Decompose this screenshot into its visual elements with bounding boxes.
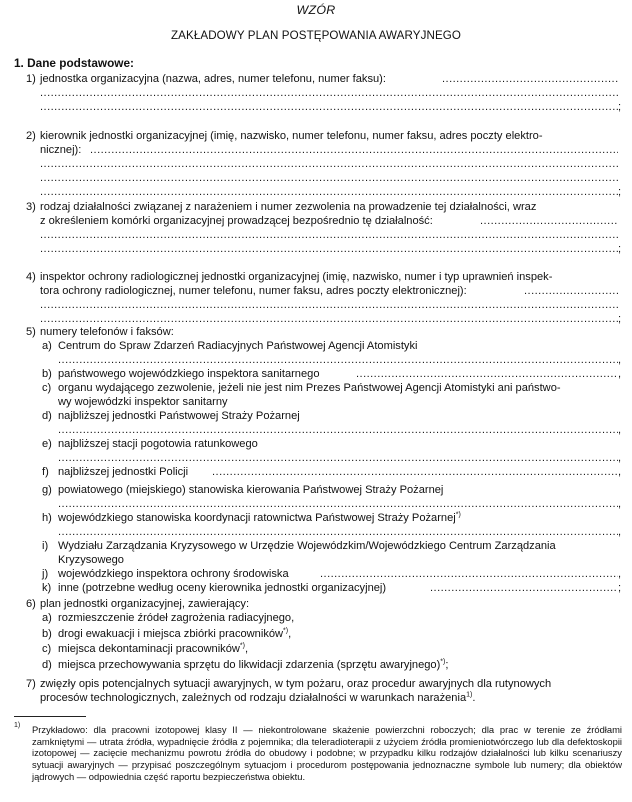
plan-entry-d: [0, 659, 632, 673]
punctuation: ,: [618, 526, 622, 538]
fill-in-field[interactable]: [40, 186, 618, 199]
phone-entry-f: [0, 466, 632, 480]
fill-in-field[interactable]: [40, 101, 618, 114]
phone-entry-c: [0, 382, 632, 396]
item-label: kierownik jednostki organizacyjnej (imię, nazwisko, numer telefonu, numer faksu, adres poczty elektro-: [40, 130, 543, 142]
entry-label: powiatowego (miejskiego) stanowiska kierowania Państwowej Straży Pożarnej: [58, 484, 444, 496]
item-4-cont: [0, 285, 632, 299]
fill-in-field[interactable]: [430, 582, 618, 595]
item-number: 4): [26, 271, 36, 283]
entry-label: organu wydającego zezwolenie, jeżeli nie jest nim Prezes Państwowej Agencji Atomistyki ani państwo-: [58, 382, 561, 394]
entry-letter: d): [42, 410, 52, 422]
item-label: zwięzły opis potencjalnych sytuacji awaryjnych, w tym pożaru, oraz procedur awaryjnych dla rutynowych: [40, 678, 552, 690]
phone-entry-d: [0, 410, 632, 424]
item-4: [0, 271, 632, 285]
entry-label: Kryzysowego: [58, 554, 124, 566]
punctuation: ;: [618, 243, 622, 255]
entry-label: najbliższej jednostki Policji: [58, 466, 189, 478]
footnote-ref: 1): [466, 691, 473, 699]
punctuation: ;: [618, 186, 622, 198]
punctuation: ,: [618, 368, 622, 380]
punctuation: ,: [618, 452, 622, 464]
entry-label: państwowego wojewódzkiego inspektora sanitarnego: [58, 368, 320, 380]
fill-in-field[interactable]: [58, 354, 618, 367]
fill-in-field[interactable]: [320, 568, 618, 581]
entry-letter: i): [42, 540, 49, 552]
fill-in-field[interactable]: [480, 215, 618, 228]
fill-in-field[interactable]: [40, 158, 618, 171]
punctuation: ,: [618, 568, 622, 580]
item-3: [0, 201, 632, 215]
item-label: tora ochrony radiologicznej, numer telefonu, numer faksu, adres poczty elektronicznej):: [40, 285, 467, 297]
plan-entry-c: [0, 643, 632, 657]
template-label: WZÓR: [296, 3, 336, 17]
item-label: rodzaj działalności związanej z narażeniem i numer zezwolenia na prowadzenie tej działalności, wraz: [40, 201, 537, 213]
entry-punct: ;: [445, 659, 449, 671]
entry-letter: e): [42, 438, 52, 450]
entry-label: wojewódzkiego inspektora ochrony środowiska: [58, 568, 289, 580]
entry-letter: c): [42, 643, 52, 655]
entry-label: miejsca dekontaminacji pracowników: [58, 643, 240, 655]
entry-punct: ,: [288, 628, 292, 640]
punctuation: ,: [618, 354, 622, 366]
punctuation: ,: [618, 424, 622, 436]
fill-in-field[interactable]: [40, 172, 618, 185]
item-7-cont: [0, 692, 632, 706]
phone-entry-j: [0, 568, 632, 582]
entry-letter: b): [42, 368, 52, 380]
fill-in-field[interactable]: [40, 87, 618, 100]
entry-label: miejsca przechowywania sprzętu do likwidacji zdarzenia (sprzętu awaryjnego): [58, 659, 441, 671]
footnote-ref: *): [440, 658, 446, 666]
fill-in-field[interactable]: [58, 526, 618, 539]
footnote-ref: *): [283, 627, 289, 635]
item-label: numery telefonów i faksów:: [40, 326, 174, 338]
item-1: [0, 73, 632, 87]
entry-letter: f): [42, 466, 49, 478]
entry-letter: a): [42, 612, 52, 624]
footnote-ref: *): [239, 642, 245, 650]
item-7: [0, 678, 632, 692]
punctuation: ,: [618, 466, 622, 478]
entry-label: wy wojewódzki inspektor sanitarny: [58, 396, 228, 408]
phone-entry-k: [0, 582, 632, 596]
fill-in-field[interactable]: [58, 424, 618, 437]
fill-in-field[interactable]: [40, 229, 618, 242]
entry-label: rozmieszczenie źródeł zagrożenia radiacyjnego,: [58, 612, 295, 624]
fill-in-field[interactable]: [442, 73, 618, 86]
punctuation: ;: [618, 582, 622, 594]
entry-punct: .: [472, 692, 476, 704]
fill-in-field[interactable]: [40, 299, 618, 312]
item-number: 3): [26, 201, 36, 213]
item-label: inspektor ochrony radiologicznej jednostki organizacyjnej (imię, nazwisko, numer i typ uprawnień inspek-: [40, 271, 553, 283]
entry-letter: g): [42, 484, 52, 496]
item-number: 6): [26, 598, 36, 610]
punctuation: ;: [618, 101, 622, 113]
phone-entry-i-cont: [0, 554, 632, 568]
phone-entry-i: [0, 540, 632, 554]
item-label: jednostka organizacyjna (nazwa, adres, numer telefonu, numer faksu):: [40, 73, 386, 85]
entry-label: drogi ewakuacji i miejsca zbiórki pracowników: [58, 628, 284, 640]
item-3-cont: [0, 215, 632, 229]
entry-label: Centrum do Spraw Zdarzeń Radiacyjnych Państwowej Agencji Atomistyki: [58, 340, 418, 352]
item-2-cont: [0, 144, 632, 158]
entry-label: najbliższej jednostki Państwowej Straży Pożarnej: [58, 410, 300, 422]
phone-entry-h: [0, 512, 632, 526]
entry-letter: a): [42, 340, 52, 352]
fill-in-field[interactable]: [40, 243, 618, 256]
footnote-mark: 1): [14, 722, 21, 729]
footnote: [14, 724, 622, 782]
item-number: 7): [26, 678, 36, 690]
entry-label: najbliższej stacji pogotowia ratunkowego: [58, 438, 258, 450]
entry-label: Wydziału Zarządzania Kryzysowego w Urzędzie Wojewódzkim/Wojewódzkiego Centrum Zarządzania: [58, 540, 556, 552]
footnote-ref: *): [455, 511, 461, 519]
item-2: [0, 130, 632, 144]
punctuation: ,: [618, 498, 622, 510]
entry-letter: d): [42, 659, 52, 671]
item-label: procesów technologicznych, zależnych od rodzaju działalności w warunkach narażenia: [40, 692, 467, 704]
fill-in-field[interactable]: [40, 313, 618, 326]
item-number: 1): [26, 73, 36, 85]
entry-letter: k): [42, 582, 52, 594]
phone-entry-g: [0, 484, 632, 498]
item-number: 2): [26, 130, 36, 142]
footnote-text: Przykładowo: dla pracowni izotopowej klasy II — niekontrolowane skażenie powierzchni roboczych; dla prac w terenie ze źródłami zamkniętymi — utrata źródła, wypadnięcie źródła z pojemnika; dla teleradioterapii z użyciem źródła promieniotwórczego lub dla defektoskopii izotopowej — zacięcie mechanizmu powrotu źródła do obudowy i podobne; w przypadku kilku rodzajów działalności lub kilku scenariuszy sytuacji awaryjnych — przypisać poszczególnym sytuacjom i procedurom postępowania jednoznaczne symbole lub numery; dla obiektów jądrowych — odpowiednia część raportu bezpieczeństwa obiektu.: [32, 724, 622, 782]
entry-letter: h): [42, 512, 52, 524]
fill-in-field[interactable]: [524, 285, 618, 298]
entry-label: inne (potrzebne według oceny kierownika jednostki organizacyjnej): [58, 582, 387, 594]
plan-entry-b: [0, 628, 632, 642]
entry-letter: j): [42, 568, 49, 580]
fill-in-field[interactable]: [356, 368, 618, 381]
fill-in-field[interactable]: [58, 498, 618, 511]
fill-in-field[interactable]: [90, 144, 618, 157]
item-6: [0, 598, 632, 612]
item-label: nicznej):: [40, 144, 82, 156]
fill-in-field[interactable]: [212, 466, 618, 479]
phone-entry-e: [0, 438, 632, 452]
item-5: [0, 326, 632, 340]
document-title: ZAKŁADOWY PLAN POSTĘPOWANIA AWARYJNEGO: [170, 29, 462, 42]
entry-letter: c): [42, 382, 52, 394]
entry-label: wojewódzkiego stanowiska koordynacji ratownictwa Państwowej Straży Pożarnej: [58, 512, 456, 524]
entry-punct: ,: [244, 643, 249, 655]
item-label: z określeniem komórki organizacyjnej prowadzącej bezpośrednio tę działalność:: [40, 215, 433, 227]
entry-letter: b): [42, 628, 52, 640]
fill-in-field[interactable]: [58, 452, 618, 465]
phone-entry-b: [0, 368, 632, 382]
item-number: 5): [26, 326, 36, 338]
phone-entry-c-cont: [0, 396, 632, 410]
punctuation: ;: [618, 313, 622, 325]
phone-entry-a: [0, 340, 632, 354]
item-label: plan jednostki organizacyjnej, zawierający:: [40, 598, 250, 610]
section-heading: 1. Dane podstawowe:: [14, 56, 134, 70]
footnote-divider: [14, 716, 86, 717]
plan-entry-a: [0, 612, 632, 626]
